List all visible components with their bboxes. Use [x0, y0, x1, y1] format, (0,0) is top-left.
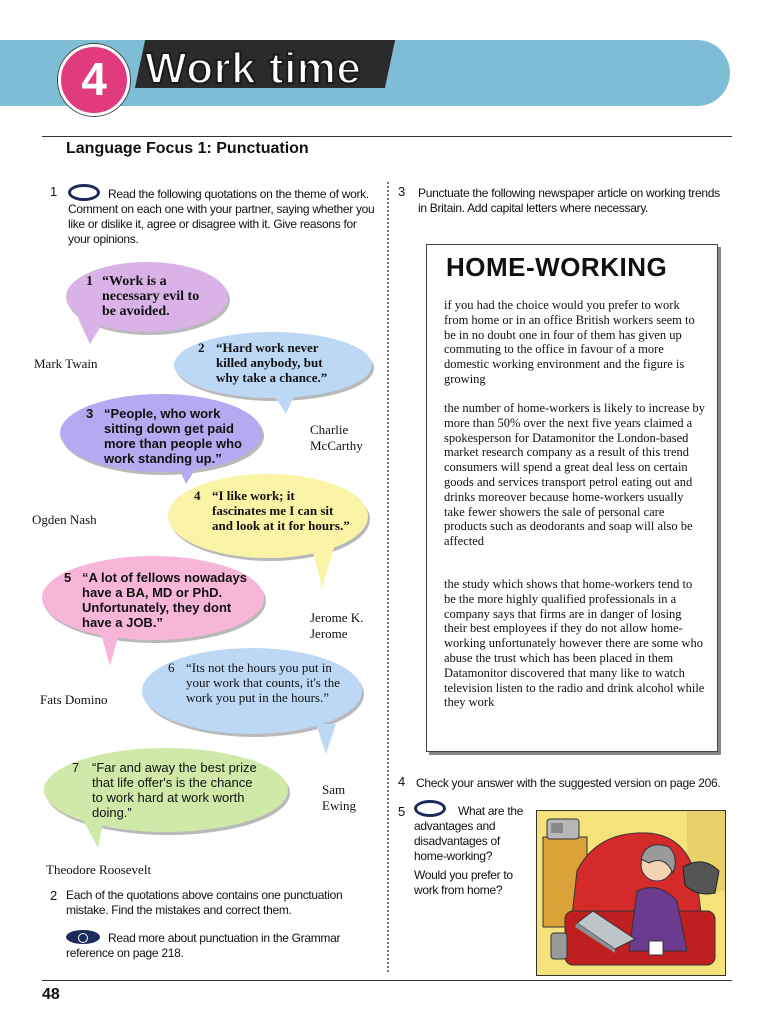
grammar-reference-text: Read more about punctuation in the Grammar reference on page 218. [66, 931, 341, 960]
quote-bubble-1-tail [78, 318, 106, 344]
quote-3-text: “People, who work sitting down get paid more than people who work standing up.” [104, 406, 242, 466]
article-title: HOME-WORKING [446, 252, 668, 282]
task-1 [68, 184, 380, 247]
article-paragraph-3: the study which shows that home-workers tend to be the more highly qualified professionals in a company says that firms are in danger of losing their best employees if they do not allow home-working unfortunately however there are some who abuse the trust which has been placed in them Datamonitor discovered that many like to watch television listen to the radio and drink alcohol while they work [444, 577, 705, 710]
section-heading: Language Focus 1: Punctuation [66, 140, 309, 157]
quote-1-author: Mark Twain [34, 356, 98, 371]
quote-bubble-4-tail [312, 548, 334, 588]
top-rule [42, 136, 732, 137]
quote-1-number: 1 [86, 274, 93, 289]
bottom-rule [42, 980, 732, 981]
article-paragraph-1: if you had the choice would you prefer to work from home or in an office British workers seem to be in no doubt one in four of them has given up commuting to the office in favour of a more domestic working environment and the figure is growing [444, 298, 695, 386]
quote-5-text: “A lot of fellows nowadays have a BA, MD or PhD. Unfortunately, they dont have a JOB.” [82, 570, 247, 630]
column-divider [387, 182, 389, 972]
unit-title: Work time [145, 44, 362, 93]
article-paragraph-2: the number of home-workers is likely to increase by more than 50% over the next five years claimed a spokesperson for Datamonitor the London-based market research company as a result of this trend consumers will spend a great deal less on certain goods and services transport petrol eating out and drinks moreover because home-workers usually take fewer showers the sale of personal care products such as deodorants and soap will also be affected [444, 401, 706, 549]
task-5-question: What are the advantages and disadvantages of home-working? [414, 804, 524, 863]
quote-7-number: 7 [72, 760, 80, 775]
quote-7-text: “Far and away the best prize that life offer's is the chance to work hard at work worth doing.” [92, 760, 257, 820]
grammar-reference-icon [66, 930, 100, 944]
quote-4-number: 4 [194, 488, 201, 503]
quote-bubble-6-tail [316, 724, 336, 754]
quote-3-author: Ogden Nash [32, 512, 97, 527]
quote-2-text: “Hard work never killed anybody, but why take a chance.” [216, 340, 328, 385]
quote-5-author: Fats Domino [40, 692, 108, 707]
task-2-number: 2 [50, 888, 58, 903]
unit-number-badge: 4 [58, 44, 130, 116]
task-2-text: Each of the quotations above contains one punctuation mistake. Find the mistakes and correct them. [66, 888, 343, 917]
quote-3-number: 3 [86, 406, 94, 421]
task-4-number: 4 [398, 774, 406, 789]
quote-6-text: “Its not the hours you put in your work that counts, it's the work you put in the hours.” [186, 660, 340, 705]
quote-bubble-5-tail [100, 630, 120, 666]
task-5-question-2: Would you prefer to work from home? [414, 868, 513, 897]
page-number: 48 [42, 986, 60, 1003]
quote-6-number: 6 [168, 660, 175, 675]
quote-4-text: “I like work; it fascinates me I can sit and look at it for hours.” [212, 488, 350, 533]
task-5-number: 5 [398, 804, 406, 819]
quote-2-number: 2 [198, 340, 205, 355]
task-3-text: Punctuate the following newspaper article on working trends in Britain. Add capital letters where necessary. [418, 186, 720, 215]
quote-4-author: Jerome K. Jerome [310, 610, 364, 641]
quote-bubble-2-tail [272, 392, 296, 414]
quote-5-number: 5 [64, 570, 72, 585]
quote-bubble-7-tail [82, 818, 104, 848]
task-1-text: Read the following quotations on the theme of work. Comment on each one with your partner, saying whether you like or dislike it, agree or disagree with it. Give reasons for your opinions. [68, 187, 375, 246]
quote-7-author: Theodore Roosevelt [46, 862, 152, 877]
pair-work-icon [68, 184, 100, 201]
task-1-number: 1 [50, 184, 58, 199]
woman-laptop-armchair-illustration [537, 811, 725, 975]
quote-6-author: Sam Ewing [322, 782, 356, 813]
task-3-number: 3 [398, 184, 406, 199]
task-4-text: Check your answer with the suggested version on page 206. [416, 776, 721, 790]
grammar-reference [66, 930, 366, 961]
quote-1-text: “Work is a necessary evil to be avoided. [102, 274, 200, 319]
home-working-illustration [536, 810, 726, 976]
quote-2-author: Charlie McCarthy [310, 422, 363, 453]
